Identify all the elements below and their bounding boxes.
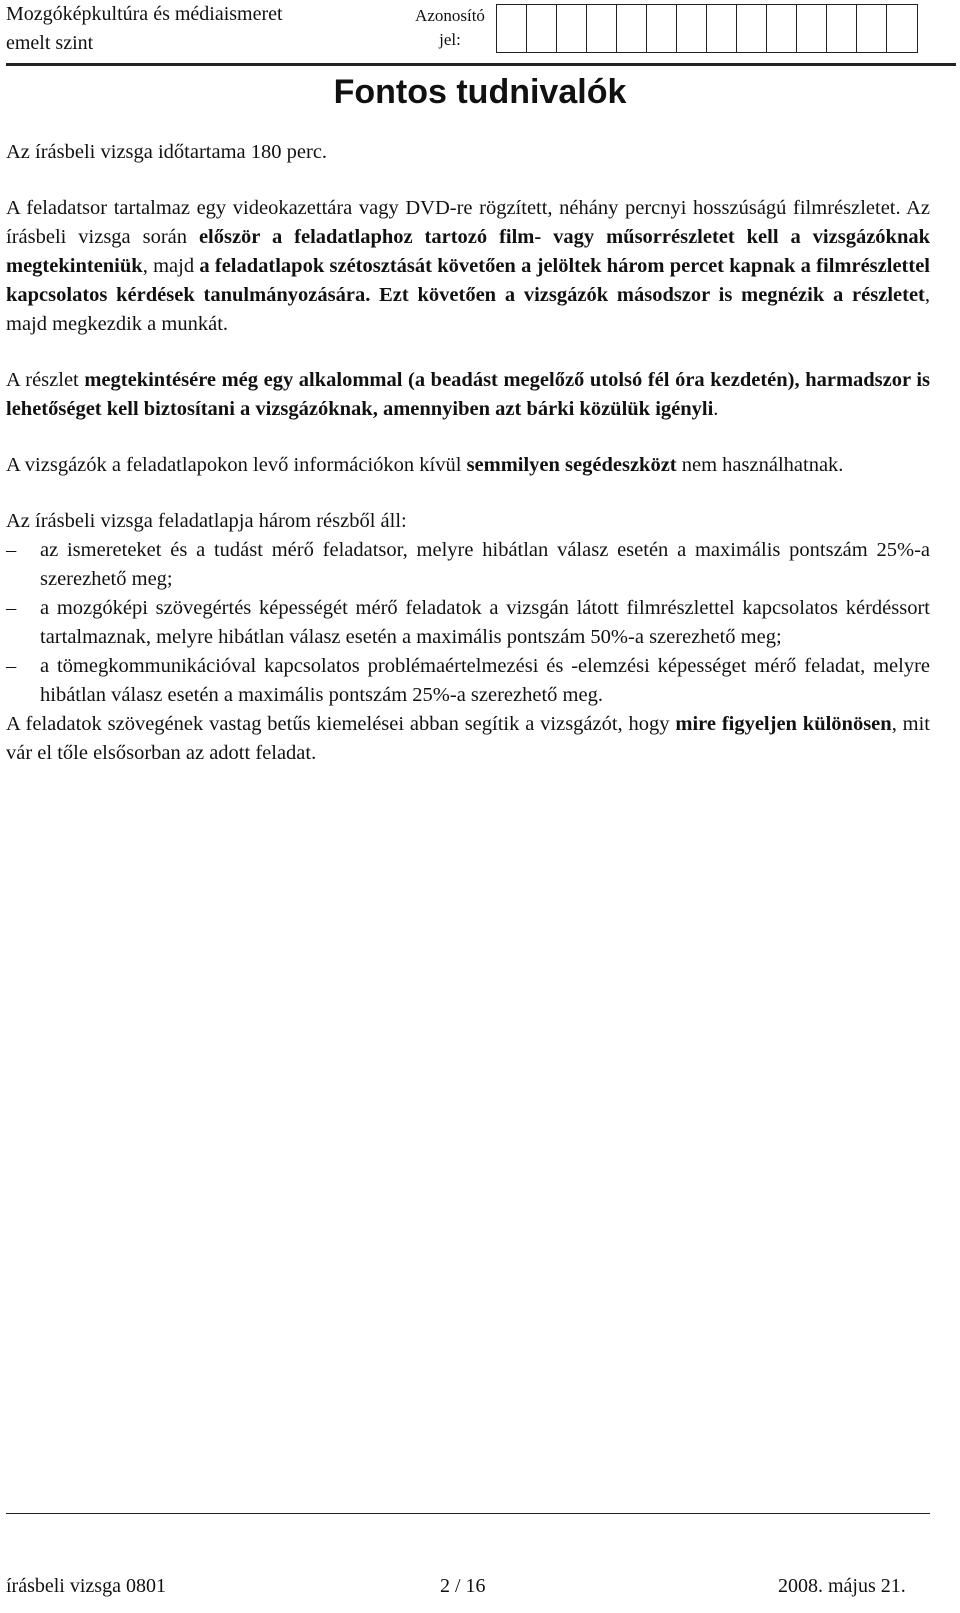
bold-span: mire figyeljen különösen [675,713,892,735]
bold-span: megtekintésére még egy alkalommal (a beadást megelőző utolsó fél óra kezdetén), harmadszor is lehetőséget kell biztosítani a vizsgázóknak, amennyiben azt bárki közülük igényli [6,369,930,420]
list-item [6,652,930,710]
dash-bullet: – [6,597,17,619]
identifier-box [767,5,797,52]
paragraph-structure [6,507,930,536]
identifier-boxes [496,4,918,53]
text-span: , mit vár el tőle elsősorban az adott feladat. [6,713,930,764]
text-span: A feladatsor tartalmaz egy videokazettára vagy DVD-re rögzített, néhány percnyi hosszúságú filmrészletet. Az írásbeli vizsga során [6,197,930,248]
identifier-box [497,5,527,52]
exam-level: emelt szint [6,32,94,54]
structure-list [6,536,930,710]
text-span: A részlet [6,369,85,391]
identifier-box [797,5,827,52]
identifier-box [827,5,857,52]
text-span: . [713,398,719,420]
identifier-box [587,5,617,52]
paragraph-duration: Az írásbeli vizsga időtartama 180 perc. [6,141,328,163]
identifier-box [887,5,917,52]
footer-date: 2008. május 21. [778,1575,906,1597]
identifier-label-line2: jel: [439,30,461,49]
page-title: Fontos tudnivalók [333,73,627,111]
identifier-box [527,5,557,52]
identifier-box [857,5,887,52]
paragraph-bold-hints [6,710,930,768]
subject-name: Mozgóképkultúra és médiaismeret [6,3,283,25]
paragraph-third-viewing [6,366,930,424]
text-span: A vizsgázók a feladatlapokon levő információkon kívül [6,454,467,476]
bold-span: semmilyen segédeszközt [466,454,677,476]
header-rule [6,63,956,66]
page-header-subject [6,0,283,58]
bold-span: a feladatlapok szétosztását követően a jelöltek három percet kapnak a filmrészlettel kapcsolatos kérdések tanulmányozására. Ezt követően a vizsgázók másodszor is megnézik a részletet [6,255,930,306]
identifier-box [617,5,647,52]
footer-rule [6,1513,930,1514]
identifier-box [707,5,737,52]
identifier-box [737,5,767,52]
paragraph-procedure [6,194,930,339]
text-span: A feladatok szövegének vastag betűs kiemelései abban segítik a vizsgázót, hogy [6,713,676,735]
list-item [6,536,930,594]
identifier-label [410,4,490,52]
text-span: , majd [142,255,200,277]
text-span: nem használhatnak. [676,454,844,476]
identifier-label-line1: Azonosító [415,6,485,25]
structure-intro: Az írásbeli vizsga feladatlapja három részből áll: [6,510,407,532]
document-body [6,138,930,768]
dash-bullet: – [6,539,17,561]
text-span: , majd megkezdik a munkát. [6,284,930,335]
identifier-box [647,5,677,52]
footer-exam-code: írásbeli vizsga 0801 [6,1575,166,1597]
footer-page-number: 2 / 16 [440,1575,486,1597]
identifier-box [557,5,587,52]
list-item-text: a mozgóképi szövegértés képességét mérő feladatok a vizsgán látott filmrészlettel kapcsolatos kérdéssort tartalmaznak, melyre hibátlan válasz esetén a maximális pontszám 50%-a szerezhető meg; [40,597,930,648]
dash-bullet: – [6,655,17,677]
list-item [6,594,930,652]
list-item-text: az ismereteket és a tudást mérő feladatsor, melyre hibátlan válasz esetén a maximális pontszám 25%-a szerezhető meg; [40,539,930,590]
identifier-box [677,5,707,52]
bold-span: először a feladatlaphoz tartozó film- vagy műsorrészletet kell a vizsgázóknak megtekinteniük [6,226,930,277]
paragraph-tools [6,451,930,480]
list-item-text: a tömegkommunikációval kapcsolatos problémaértelmezési és -elemzési képességet mérő feladat, melyre hibátlan válasz esetén a maximális pontszám 25%-a szerezhető meg. [40,655,930,706]
